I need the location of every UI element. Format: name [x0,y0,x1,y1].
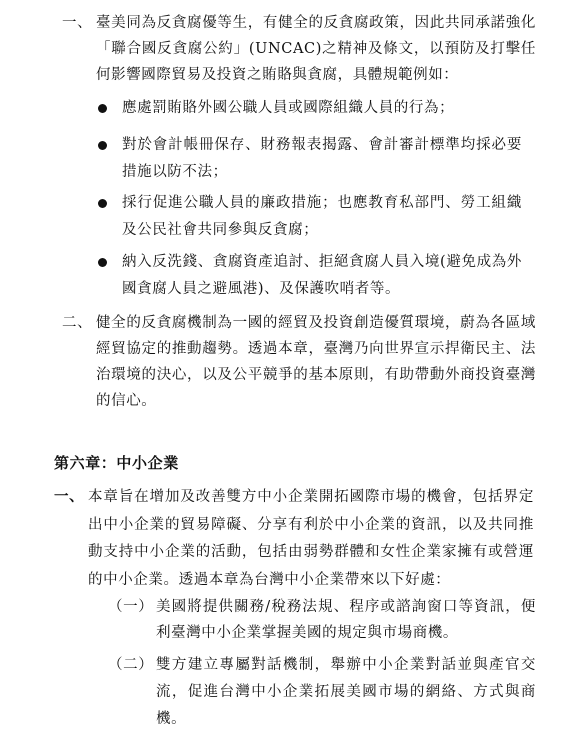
section-marker: 二、 [62,315,93,331]
chapter-heading: 第六章：中小企業 [54,454,179,472]
bullet-icon [98,199,107,208]
list-item-text: 應處罰賄賂外國公職人員或國際組織人員的行為； [122,100,455,116]
bullet-icon [98,104,107,113]
list-item-text: 對於會計帳冊保存、財務報表揭露、會計審計標準均採必要措施以防不法； [122,137,522,180]
section-paragraph: 臺美同為反貪腐優等生，有健全的反貪腐政策，因此共同承諾強化「聯合國反貪腐公約」(UNCAC)之精神及條文，以預防及打擊任何影響國際貿易及投資之賄賂與貪腐，具體規範例如： [96,15,536,83]
list-item-text: 採行促進公職人員的廉政措施；也應教育私部門、勞工組織及公民社會共同參與反貪腐； [122,195,522,238]
sub-item-marker: （一） [108,599,154,615]
bullet-icon [98,258,107,267]
section-marker: 一、 [62,15,93,31]
section-paragraph: 健全的反貪腐機制為一國的經貿及投資創造優質環境，蔚為各區域經貿協定的推動趨勢。透過本章，臺灣乃向世界宣示捍衛民主、法治環境的決心，以及公平競爭的基本原則，有助帶動外商投資臺灣的信心。 [96,315,536,409]
sub-item-marker: （二） [108,657,154,673]
sub-item-text: 美國將提供關務/稅務法規、程序或諮詢窗口等資訊，便利臺灣中小企業掌握美國的規定與市場商機。 [156,599,536,641]
chapter-item-marker: 一、 [54,488,85,505]
bullet-icon [98,141,107,150]
chapter-item-paragraph: 本章旨在增加及改善雙方中小企業開拓國際市場的機會，包括界定出中小企業的貿易障礙、分享有利於中小企業的資訊，以及共同推動支持中小企業的活動，包括由弱勢群體和女性企業家擁有或營運的中小企業。透過本章為台灣中小企業帶來以下好處： [88,489,534,588]
list-item-text: 納入反洗錢、貪腐資產追討、拒絕貪腐人員入境(避免成為外國貪腐人員之避風港)、及保護吹哨者等。 [122,254,522,297]
sub-item-text: 雙方建立專屬對話機制，舉辦中小企業對話並與產官交流，促進台灣中小企業拓展美國市場的網絡、方式與商機。 [156,657,536,727]
